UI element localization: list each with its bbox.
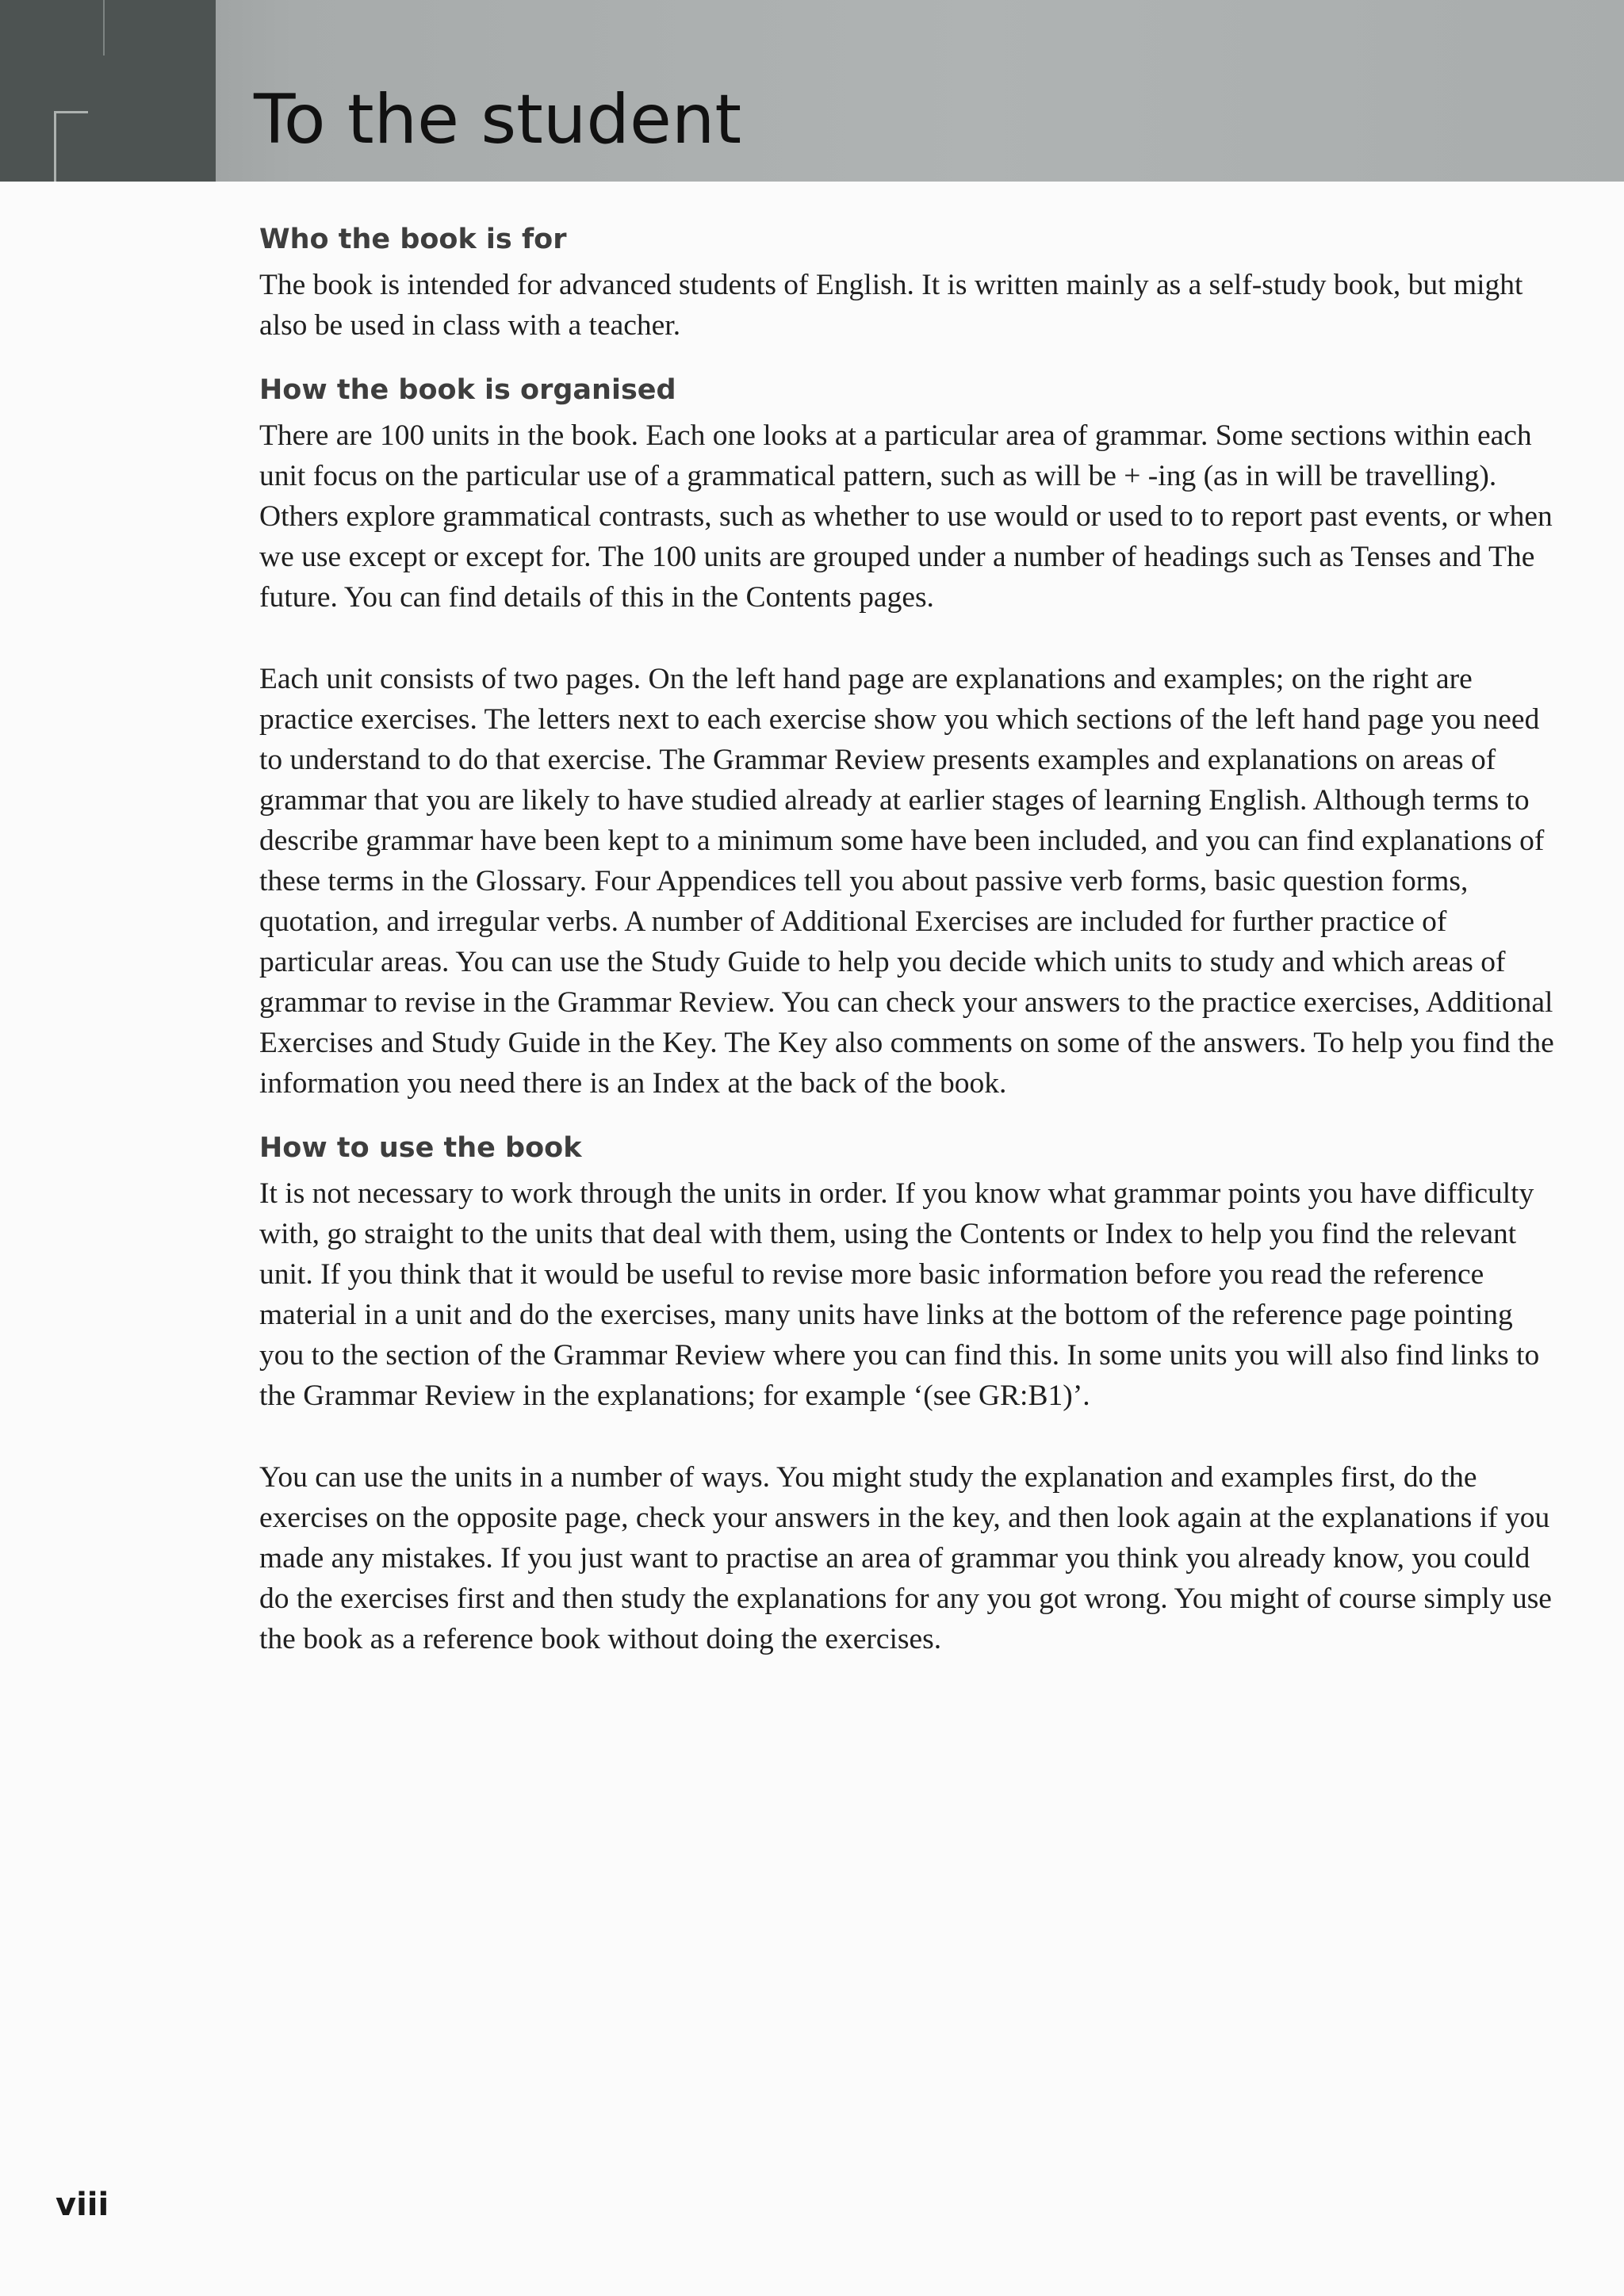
paragraph: The book is intended for advanced students of English. It is written mainly as a self-study book, but might also be used in class with a teacher. bbox=[259, 269, 1523, 342]
section-who-the-book-is-for bbox=[259, 216, 1557, 346]
section-how-the-book-is-organised bbox=[259, 366, 1557, 1104]
section-heading: How to use the book bbox=[259, 1132, 582, 1164]
section-heading: How the book is organised bbox=[259, 374, 676, 406]
header-tab-mark bbox=[54, 111, 88, 182]
paragraph: It is not necessary to work through the units in order. If you know what grammar points you have difficulty with, go straight to the units that deal with them, using the Contents or Index to help you find the relevant unit. If you think that it would be useful to revise more basic information before you read the reference material in a unit and do the exercises, many units have links at the bottom of the reference page pointing you to the section of the Grammar Review where you can find this. In some units you will also find links to the Grammar Review in the explanations; for example ‘(see GR:B1)’. bbox=[259, 1177, 1540, 1412]
section-heading: Who the book is for bbox=[259, 224, 567, 255]
paragraph: There are 100 units in the book. Each one looks at a particular area of grammar. Some sections within each unit focus on the particular use of a grammatical pattern, such as will be + -ing (as in will be travelling). Others explore grammatical contrasts, such as whether to use would or used to to report past events, or when we use except or except for. The 100 units are grouped under a number of headings such as Tenses and The future. You can find details of this in the Contents pages. bbox=[259, 419, 1553, 614]
paragraph: You can use the units in a number of ways. You might study the explanation and examples first, do the exercises on the opposite page, check your answers in the key, and then look again at the explanations if you made any mistakes. If you just want to practise an area of grammar you think you already know, you could do the exercises first and then study the explanations for any you got wrong. You might of course simply use the book as a reference book without doing the exercises. bbox=[259, 1461, 1552, 1655]
page-title: To the student bbox=[254, 80, 742, 159]
header-tab-tick bbox=[103, 0, 105, 55]
page-content bbox=[259, 216, 1557, 1659]
header-tab bbox=[0, 0, 216, 182]
header-band bbox=[0, 0, 1624, 182]
section-how-to-use-the-book bbox=[259, 1124, 1557, 1659]
paragraph: Each unit consists of two pages. On the left hand page are explanations and examples; on the right are practice exercises. The letters next to each exercise show you which sections of the left hand page you need to understand to do that exercise. The Grammar Review presents examples and explanations on areas of grammar that you are likely to have studied already at earlier stages of learning English. Although terms to describe grammar have been kept to a minimum some have been included, and you can find explanations of these terms in the Glossary. Four Appendices tell you about passive verb forms, basic question forms, quotation, and irregular verbs. A number of Additional Exercises are included for further practice of particular areas. You can use the Study Guide to help you decide which units to study and which areas of grammar to revise in the Grammar Review. You can check your answers to the practice exercises, Additional Exercises and Study Guide in the Key. The Key also comments on some of the answers. To help you find the information you need there is an Index at the back of the book. bbox=[259, 663, 1554, 1100]
page-number: viii bbox=[56, 2187, 109, 2223]
